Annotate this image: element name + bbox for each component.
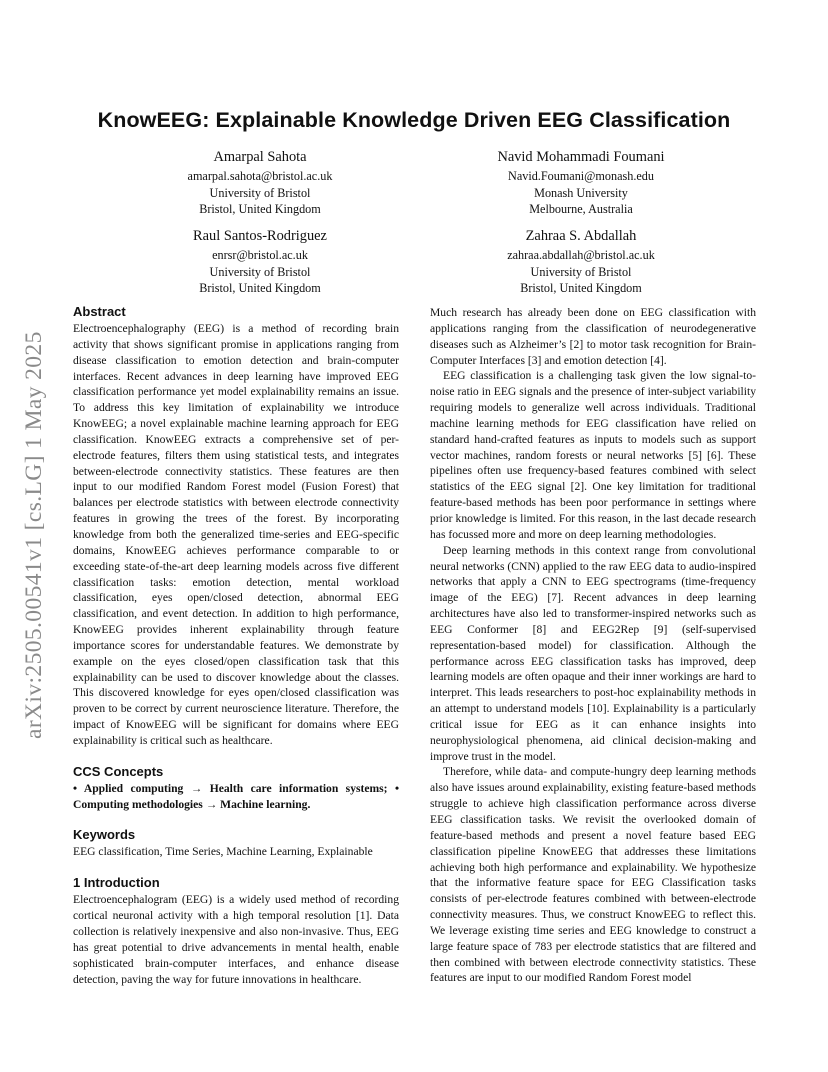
author-location: Bristol, United Kingdom [520, 281, 642, 296]
author-email: zahraa.abdallah@bristol.ac.uk [507, 248, 655, 262]
author-location: Bristol, United Kingdom [199, 281, 321, 296]
author-location: Bristol, United Kingdom [199, 202, 321, 217]
intro-paragraph: Therefore, while data- and compute-hungry deep learning methods also have issues around explainability, existing feature-based methods struggle to achieve high classification performance across diverse EEG classification tasks. We revisit the overlooked domain of feature-based methods and present a novel feature based EEG classification pipeline KnowEEG that addresses these limitations achieving both high performance and explainability. We hypothesize that the informative feature space for EEG Classification tasks consists of per-electrode features combined with between-electrode connectivity measures. Thus, we construct KnowEEG to reflect this. We leverage existing time series and EEG knowledge to construct a large feature space of 783 per electrode statistics that are filtered and then combined with between electrode connectivity statistics. These features are input to our modified Random Forest model [430, 765, 756, 985]
left-column [73, 321, 399, 987]
author-affiliation: University of Bristol [530, 264, 632, 279]
abstract-text: Electroencephalography (EEG) is a method of recording brain activity that shows significant promise in applications ranging from disease classification to emotion detection and brain-computer interfaces. Recent advances in deep learning have improved EEG classification performance yet model explainability remains an issue. To address this key limitation of explainability we introduce KnowEEG; a novel explainable machine learning approach for EEG classification. KnowEEG extracts a comprehensive set of per-electrode features, filters them using statistical tests, and integrates between-electrode connectivity statistics. These features are then input to our modified Random Forest model (Fusion Forest) that balances per electrode statistics with between electrode connectivity features in growing the trees of the forest. By incorporating knowledge from both the generalized time-series and EEG-specific domains, KnowEEG achieves performance comparable to or exceeding state-of-the-art deep learning models across five different classification tasks: emotion detection, mental workload classification, eyes open/closed detection, abnormal EEG classification, and event detection. In addition to high performance, KnowEEG provides inherent explainability through feature importance scores for understandable features. We demonstrate by example on the eyes closed/open classification task that this explainability can be used to discover knowledge about the classes. This discovered knowledge for eyes open/closed classification was proven to be correct by current neuroscience literature. Therefore, the impact of KnowEEG will be significant for domains where EEG explainability is critical such as healthcare. [73, 322, 399, 747]
author-name: Zahraa S. Abdallah [525, 228, 637, 244]
intro-paragraph: Deep learning methods in this context range from convolutional neural networks (CNN) applied to the raw EEG data to audio-inspired networks that apply a CNN to EEG spectrograms (time-frequency image of the EEG) [7]. Recent advances in deep learning architectures have also led to transformer-inspired networks such as EEG Conformer [8] and EEG2Rep [9] (self-supervised representation-based model) for classification. Although the performance across EEG classification tasks has improved, deep learning models are often opaque and their inner workings are hard to interpret. This leads researchers to post-hoc explainability methods in an attempt to understand models [10]. Explainability is a particularly critical issue for EEG as it can enhance insights into neurophysiological phenomena, aid clinical decision-making and improve trust in the model. [430, 543, 756, 763]
intro-paragraph: EEG classification is a challenging task given the low signal-to-noise ratio in EEG signals and the presence of inter-subject variability requiring models to generalize well across individuals. Traditional machine learning methods for EEG classification have relied on standard hand-crafted features as inputs to models such as support vector machines, random forests or neural networks [5] [6]. These pipelines often use frequency-based features combined with select statistics of the EEG signal [2]. One key limitation for traditional feature-based methods has been poor performance in settings where prior knowledge is limited. For this reason, in the last decade research has focussed more and more on deep learning methodologies. [430, 369, 756, 541]
author-email: Navid.Foumani@monash.edu [508, 169, 654, 183]
author-location: Melbourne, Australia [529, 202, 633, 217]
author-block [130, 148, 390, 218]
author-block [451, 227, 711, 297]
arxiv-identifier: arXiv:2505.00541v1 [cs.LG] 1 May 2025 [21, 331, 47, 739]
author-affiliation: University of Bristol [209, 185, 311, 200]
intro-paragraph: Electroencephalogram (EEG) is a widely used method of recording cortical neuronal activity with a high temporal resolution [1]. Data collection is relatively inexpensive and also non-invasive. Thus, EEG has great potential to drive advancements in mental health, enable sophisticated brain-computer interfaces, and enhance disease detection, paving the way for future innovations in healthcare. [73, 893, 399, 986]
author-block [451, 148, 711, 218]
author-email: amarpal.sahota@bristol.ac.uk [187, 169, 333, 183]
author-block [130, 227, 390, 297]
author-name: Navid Mohammadi Foumani [497, 149, 665, 165]
keywords-heading: Keywords [73, 827, 136, 843]
author-name: Raul Santos-Rodriguez [193, 228, 327, 244]
keywords-text: EEG classification, Time Series, Machine Learning, Explainable [73, 845, 373, 859]
right-column [430, 305, 756, 986]
ccs-concepts: • Applied computing → Health care information systems; • Computing methodologies → Machine learning. [73, 781, 399, 811]
author-email: enrsr@bristol.ac.uk [212, 248, 308, 262]
intro-paragraph: Much research has already been done on EEG classification with applications ranging from the classification of neurodegenerative diseases such as Alzheimer’s [2] to motor task recognition for Brain-Computer Interfaces [3] and emotion detection [4]. [430, 306, 756, 367]
introduction-heading: 1 Introduction [73, 875, 160, 891]
author-affiliation: University of Bristol [209, 264, 311, 279]
paper-title: KnowEEG: Explainable Knowledge Driven EEG Classification [97, 108, 731, 132]
ccs-heading: CCS Concepts [73, 763, 164, 779]
author-affiliation: Monash University [534, 185, 628, 200]
author-name: Amarpal Sahota [213, 149, 307, 165]
abstract-heading: Abstract [73, 304, 126, 319]
